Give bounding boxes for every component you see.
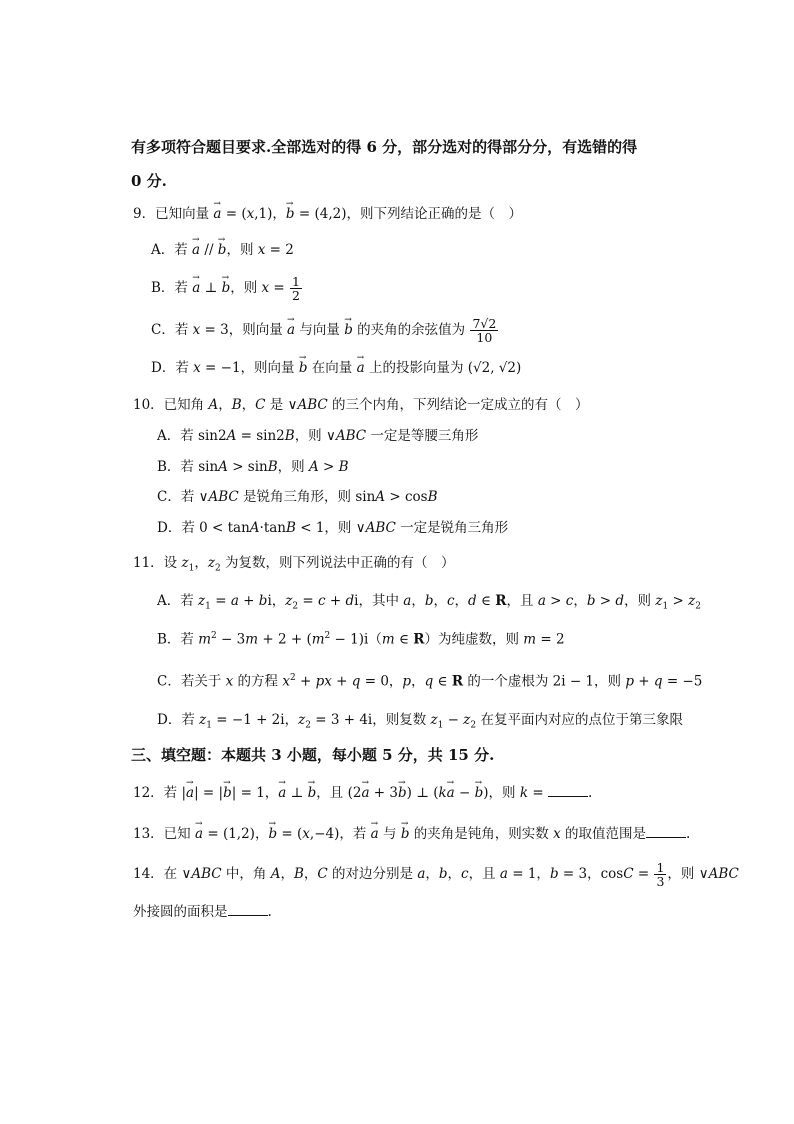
q11-option-b: B．若 $m^2 - 3m + 2 + (m^2 - 1)i(m$ ∈ R）为纯虚数，则 m = 2: [157, 631, 565, 648]
q11-option-a: A．若 $z_1 = a$ + bi，$z_2 = c$ + di，其中 a，b，c，d ∈ R，且 a > c，b > d，则 $z_1 > z_2$: [157, 593, 701, 612]
instruction-line-1: 有多项符合题目要求.全部选对的得 6 分，部分选对的得部分分，有选错的得: [131, 138, 638, 156]
q10-stem: 10．已知角 A，B，C 是 ∨ABC 的三个内角，下列结论一定成立的有（ ）: [133, 397, 589, 413]
q9-option-d: D．若 x = −1，则向量 → b 在向量 → a 上的投影向量为 (√2, √2): [151, 358, 521, 378]
q11-option-d: D．若 $z_1 = -1 + 2i$，$z_2 = 3 + 4i$，则复数 $z_1 - z_2$ 在复平面内对应的点位于第三象限: [157, 712, 683, 731]
q10-option-a: A．若 sin2A = sin2B，则 ∨ABC 一定是等腰三角形: [157, 428, 479, 444]
q9-stem: 9．已知向量 → a = (x,1)，→ b = (4,2)，则下列结论正确的是（ ）: [133, 204, 522, 224]
instruction-line-2: 0 分.: [131, 172, 167, 190]
q9-option-c: C．若 x = 3，则向量 → a 与向量 → b 的夹角的余弦值为 $\frac{7√2}{10}$: [151, 310, 499, 350]
q9-option-b: B．若 → a ⊥ → b，则 x = $\frac{1}{2}$: [151, 268, 303, 308]
q14-line-2: 外接圆的面积是 .: [133, 904, 272, 920]
answer-blank: [548, 784, 588, 797]
section-3-title: 三、填空题：本题共 3 小题，每小题 5 分，共 15 分.: [131, 746, 495, 764]
q10-option-c: C．若 ∨ABC 是锐角三角形，则 sinA > cosB: [157, 489, 438, 505]
q10-option-b: B．若 sinA > sinB，则 A > B: [157, 459, 349, 475]
q12: 12．若 |→ a| = |→ b| = 1，→ a ⊥ → b，且 (2→ a + 3→ b) ⊥ (k→ a − → b)，则 k = .: [133, 783, 592, 803]
q11-stem: 11．设 $z_1$，$z_2$ 为复数，则下列说法中正确的有（ ）: [133, 555, 455, 574]
answer-blank: [228, 903, 268, 916]
q11-option-c: C．若关于 x 的方程 $x^2$ + px + q = 0，p，q ∈ R 的一个虚根为 2i − 1，则 p + q = −5: [157, 673, 703, 690]
q10-option-d: D．若 0 < tanA·tanB < 1，则 ∨ABC 一定是锐角三角形: [157, 520, 509, 536]
q14-line-1: 14．在 ∨ABC 中，角 A，B，C 的对边分别是 a，b，c，且 a = 1，b = 3，cosC = $\frac{1}{3}$ ，则 ∨ABC: [133, 859, 739, 889]
q13: 13．已知 → a = (1,2)，→ b = (x,−4)，若 → a 与 → b 的夹角是钝角，则实数 x 的取值范围是 .: [133, 824, 690, 844]
answer-blank: [646, 825, 686, 838]
q9-option-a: A．若 → a // → b，则 x = 2: [151, 240, 294, 260]
